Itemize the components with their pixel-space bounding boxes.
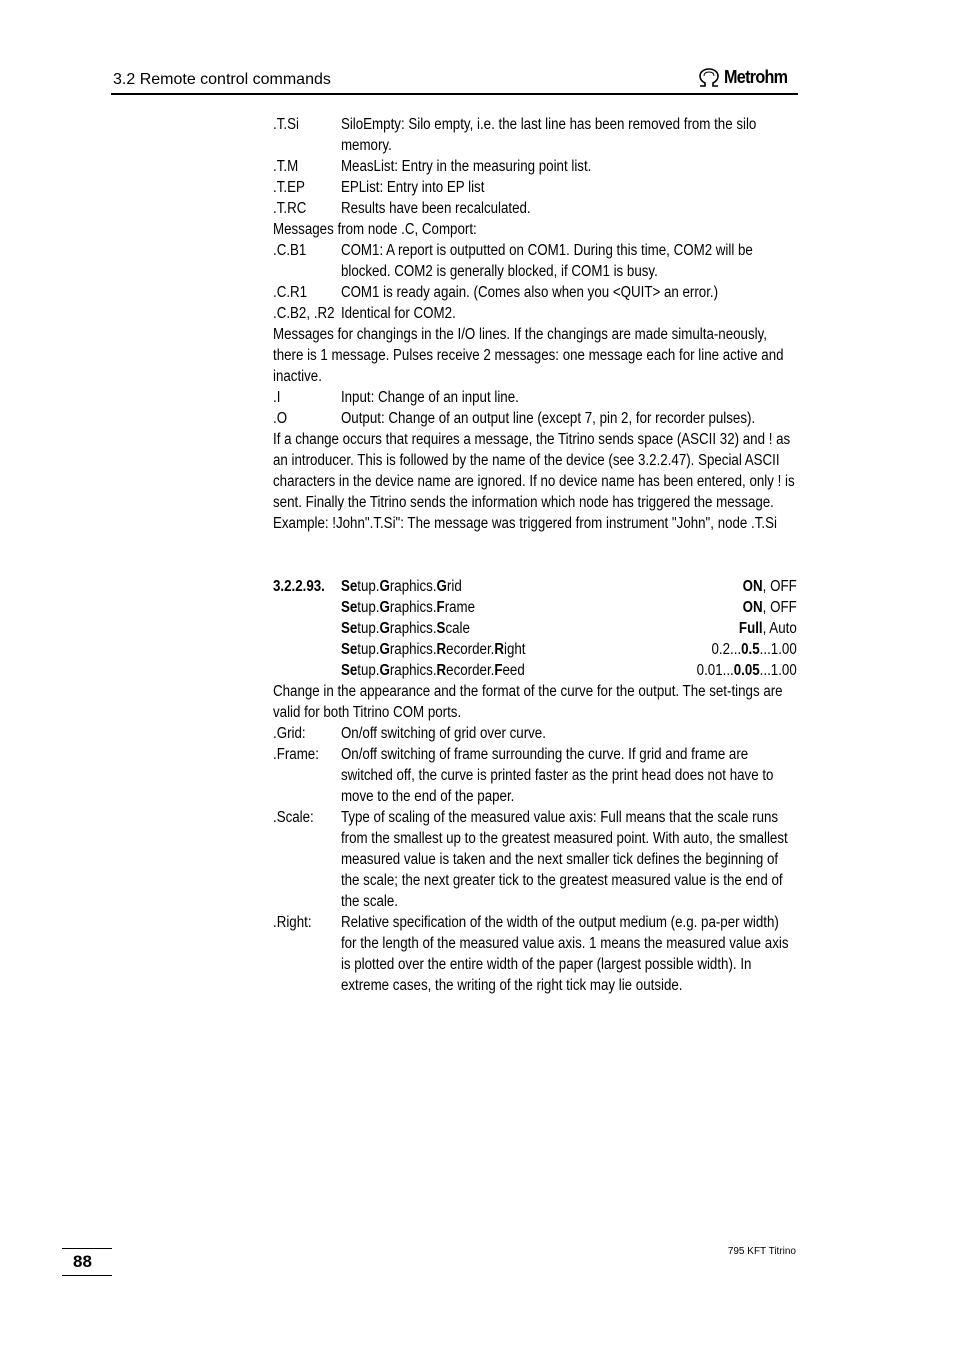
command-fragment: Se (340, 578, 358, 595)
command-fragment: ecorder. (446, 662, 495, 679)
command-fragment: eed (502, 662, 525, 679)
definition-text: Input: Change of an input line. (340, 389, 519, 406)
definition-row (273, 807, 797, 912)
command-fragment: raphics. (389, 599, 437, 616)
section-gap (273, 534, 797, 576)
command-fragment: ecorder. (446, 641, 495, 658)
command-fragment: tup. (357, 662, 380, 679)
definition-text: COM1: A report is outputted on COM1. During this time, COM2 will be blocked. COM2 is generally blocked, if COM1 is busy. (340, 242, 753, 280)
definition-key: .T.Si (273, 116, 299, 133)
command-fragment: ON (742, 599, 763, 616)
command-fragment: , OFF (762, 599, 797, 616)
command-fragment: , OFF (762, 578, 797, 595)
command-fragment: G (436, 578, 447, 595)
command-fragment: F (436, 599, 445, 616)
definition-row (273, 177, 797, 198)
footer-rule-bottom (62, 1275, 112, 1276)
command-fragment: ...1.00 (759, 662, 797, 679)
definition-key: .Right: (273, 914, 312, 931)
header-divider (111, 93, 798, 95)
definition-key: .C.R1 (273, 284, 308, 301)
command-fragment: raphics. (389, 662, 437, 679)
metrohm-logo (697, 67, 794, 88)
definition-row (273, 723, 797, 744)
command-values (697, 660, 797, 681)
definition-key: .T.EP (273, 179, 305, 196)
command-fragment: 0.01... (696, 662, 734, 679)
omega-logo-icon (697, 68, 721, 88)
command-row (273, 618, 797, 639)
definition-row (273, 744, 797, 807)
command-fragment: cale (445, 620, 470, 637)
definition-row (273, 387, 797, 408)
definition-row (273, 240, 797, 282)
command-row (273, 576, 797, 597)
definition-row (273, 303, 797, 324)
command-name (341, 618, 739, 639)
definition-text: On/off switching of grid over curve. (340, 725, 546, 742)
command-fragment: Se (340, 641, 358, 658)
command-number (273, 618, 341, 639)
footer-doc-title: 795 KFT Titrino (727, 1246, 796, 1257)
main-content (273, 114, 798, 996)
definition-row (273, 114, 797, 156)
command-number: 3.2.2.93. (273, 578, 325, 595)
entries-com (273, 240, 797, 324)
command-fragment: ight (503, 641, 526, 658)
command-fragment: , Auto (762, 620, 797, 637)
command-row (273, 639, 797, 660)
command-number (273, 660, 341, 681)
command-fragment: 0.5 (741, 641, 760, 658)
definition-text: Relative specification of the width of the output medium (e.g. pa-per width) for the length of the measured value axis. 1 means the measured value axis is plotted over the entire width of the paper (largest possible width). In extreme cases, the writing of the right tick may lie outside. (340, 914, 789, 994)
definition-row (273, 912, 797, 996)
command-name (341, 639, 712, 660)
command-values (743, 597, 797, 618)
graphics-intro: Change in the appearance and the format of the curve for the output. The set-tings are valid for both Titrino COM ports. (273, 683, 783, 721)
command-fragment: G (379, 599, 390, 616)
definition-key: .C.B2, .R2 (273, 305, 335, 322)
command-fragment: tup. (357, 620, 380, 637)
definition-text: Type of scaling of the measured value axis: Full means that the scale runs from the smallest up to the greatest measured point. With auto, the smallest measured value is taken and the next smaller tick defines the beginning of the scale; the next greater tick to the greatest measured value is the end of the scale. (340, 809, 788, 910)
command-fragment: tup. (357, 641, 380, 658)
page-number: 88 (73, 1252, 92, 1271)
command-fragment: S (436, 620, 446, 637)
command-row (273, 660, 797, 681)
io-intro: Messages for changings in the I/O lines. If the changings are made simulta-neously, there is 1 message. Pulses receive 2 messages: one message each for line active and inactive. (273, 326, 784, 385)
command-fragment: G (379, 620, 390, 637)
command-fragment: 0.05 (733, 662, 760, 679)
command-number (273, 639, 341, 660)
definition-key: .Frame: (273, 746, 319, 763)
command-fragment: rid (446, 578, 462, 595)
definition-text: SiloEmpty: Silo empty, i.e. the last line has been removed from the silo memory. (340, 116, 757, 154)
command-fragment: R (436, 641, 447, 658)
entries-top (273, 114, 797, 219)
entries-io (273, 387, 797, 429)
command-values (739, 618, 797, 639)
command-fragment: R (436, 662, 447, 679)
command-name (341, 576, 743, 597)
command-fragment: 0.2... (711, 641, 742, 658)
example-paragraph: Example: !John".T.Si": The message was triggered from instrument "John", node .T.Si (273, 515, 777, 532)
command-fragment: raphics. (389, 620, 437, 637)
command-fragment: ...1.00 (759, 641, 797, 658)
definition-text: Results have been recalculated. (340, 200, 531, 217)
command-fragment: raphics. (389, 578, 437, 595)
command-fragment: tup. (357, 578, 380, 595)
definition-row (273, 408, 797, 429)
logo-wordmark: Metrohm (724, 67, 788, 87)
command-fragment: G (379, 641, 390, 658)
definition-text: Output: Change of an output line (except 7, pin 2, for recorder pulses). (340, 410, 756, 427)
definition-key: .I (273, 389, 281, 406)
command-block (273, 576, 797, 681)
definition-key: .O (273, 410, 288, 427)
command-fragment: rame (444, 599, 476, 616)
definition-text: EPList: Entry into EP list (340, 179, 485, 196)
command-fragment: ON (742, 578, 763, 595)
command-name (341, 597, 743, 618)
command-fragment: Se (340, 662, 358, 679)
definition-text: On/off switching of frame surrounding the curve. If grid and frame are switched off, the curve is printed faster as the print head does not have to move to the end of the paper. (340, 746, 774, 805)
definition-key: .T.RC (273, 200, 307, 217)
definition-key: .T.M (273, 158, 299, 175)
command-name (341, 660, 697, 681)
command-number (273, 597, 341, 618)
definition-key: .C.B1 (273, 242, 307, 259)
command-fragment: G (379, 662, 390, 679)
command-fragment: G (379, 578, 390, 595)
command-fragment: Se (340, 599, 358, 616)
command-fragment: Se (340, 620, 358, 637)
command-values (711, 639, 796, 660)
command-fragment: F (494, 662, 503, 679)
change-paragraph: If a change occurs that requires a message, the Titrino sends space (ASCII 32) and ! as an introducer. This is followed by the name of the device (see 3.2.2.47). Special ASCII characters in the device name are ignored. If no device name has been entered, only ! is sent. Finally the Titrino sends the information which node has triggered the message. (273, 431, 795, 511)
entries-graphics (273, 723, 797, 996)
command-row (273, 597, 797, 618)
command-fragment: tup. (357, 599, 380, 616)
header-section-title: 3.2 Remote control commands (113, 71, 331, 88)
comport-intro: Messages from node .C, Comport: (273, 221, 477, 238)
footer-rule-top (62, 1248, 112, 1249)
definition-row (273, 282, 797, 303)
command-values (743, 576, 797, 597)
command-fragment: Full (738, 620, 763, 637)
definition-text: Identical for COM2. (340, 305, 456, 322)
definition-row (273, 198, 797, 219)
definition-key: .Scale: (273, 809, 314, 826)
command-fragment: R (494, 641, 504, 658)
definition-text: COM1 is ready again. (Comes also when you <QUIT> an error.) (340, 284, 719, 301)
definition-row (273, 156, 797, 177)
command-fragment: raphics. (389, 641, 437, 658)
definition-key: .Grid: (273, 725, 306, 742)
definition-text: MeasList: Entry in the measuring point list. (340, 158, 592, 175)
